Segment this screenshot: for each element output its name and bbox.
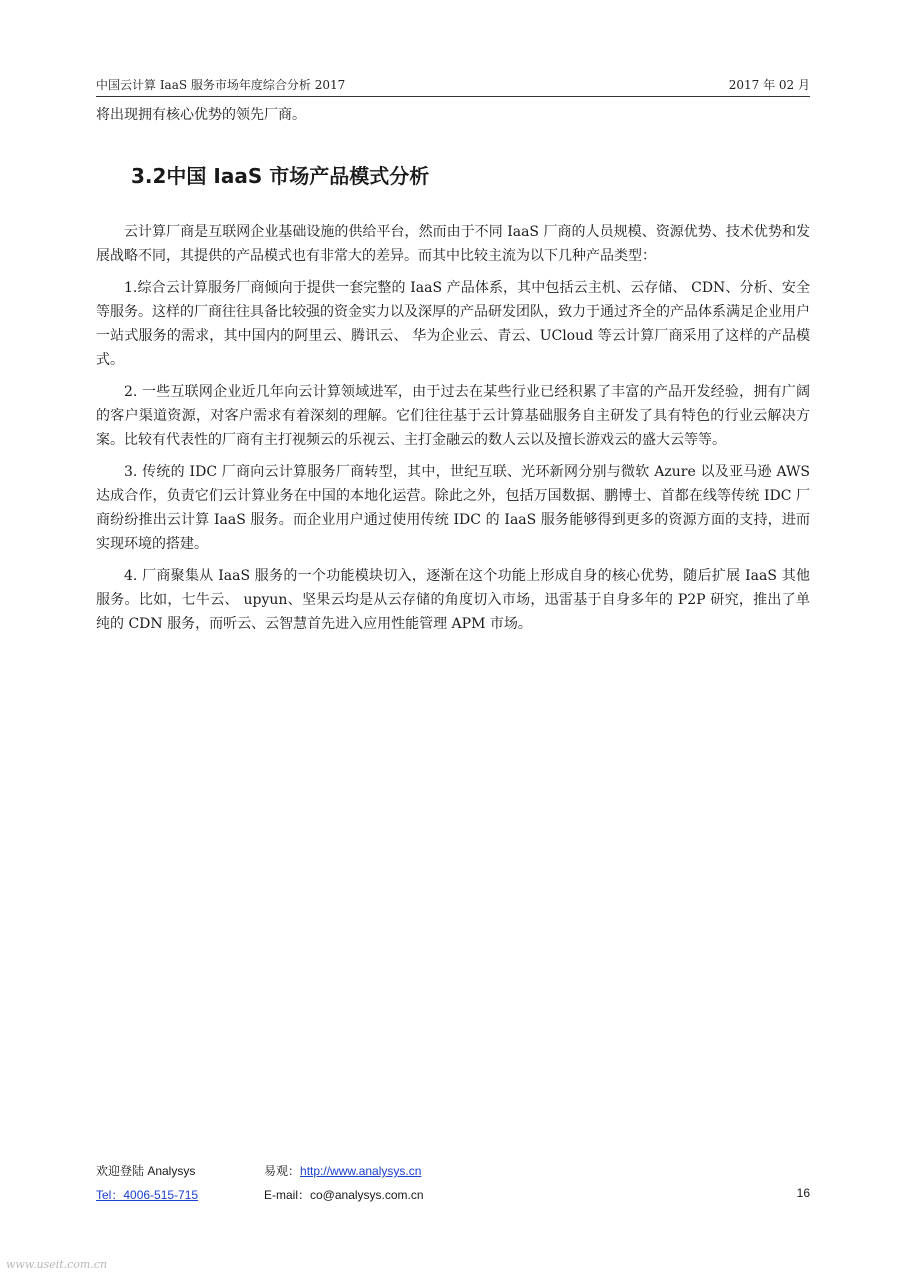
watermark: www.useit.com.cn — [6, 1258, 108, 1271]
paragraph-2: 2. 一些互联网企业近几年向云计算领域进军，由于过去在某些行业已经积累了丰富的产品开发经验，拥有广阔的客户渠道资源，对客户需求有着深刻的理解。它们往往基于云计算基础服务自主研发了具有特色的行业云解决方案。比较有代表性的厂商有主打视频云的乐视云、主打金融云的数人云以及擅长游戏云的盛大云等等。 — [96, 384, 810, 448]
footer-tel-link[interactable]: Tel：4006-515-715 — [96, 1188, 199, 1202]
paragraph-intro: 云计算厂商是互联网企业基础设施的供给平台，然而由于不同 IaaS 厂商的人员规模、资源优势、技术优势和发展战略不同，其提供的产品模式也有非常大的差异。而其中比较主流为以下几种产品类型： — [96, 224, 810, 264]
header-date: 2017 年 02 月 — [728, 78, 810, 92]
paragraph-3: 3. 传统的 IDC 厂商向云计算服务厂商转型，其中，世纪互联、光环新网分别与微软 Azure 以及亚马逊 AWS 达成合作，负责它们云计算业务在中国的本地化运营。除此之外，包括万国数据、鹏博士、首都在线等传统 IDC 厂商纷纷推出云计算 IaaS 服务。而企业用户通过使用传统 IDC 的 IaaS 服务能够得到更多的资源方面的支持，进而实现环境的搭建。 — [96, 464, 810, 552]
section-title: 3.2中国 IaaS 市场产品模式分析 — [131, 164, 430, 188]
page-number: 16 — [796, 1186, 810, 1200]
footer-site — [264, 1162, 421, 1179]
footer-welcome: 欢迎登陆 Analysys — [96, 1164, 196, 1178]
footer-site-link[interactable]: http://www.analysys.cn — [300, 1164, 422, 1178]
footer-email: E-mail：co@analysys.com.cn — [264, 1188, 424, 1202]
paragraph-4: 4. 厂商聚集从 IaaS 服务的一个功能模块切入，逐渐在这个功能上形成自身的核心优势，随后扩展 IaaS 其他服务。比如，七牛云、 upyun、坚果云均是从云存储的角度切入市场，迅雷基于自身多年的 P2P 研究，推出了单纯的 CDN 服务，而听云、云智慧首先进入应用性能管理 APM 市场。 — [96, 568, 810, 632]
footer-site-label: 易观： — [264, 1164, 301, 1178]
page-header — [96, 76, 810, 97]
section-body — [96, 220, 810, 644]
header-title: 中国云计算 IaaS 服务市场年度综合分析 2017 — [96, 78, 346, 92]
page-footer — [96, 1160, 810, 1204]
paragraph-1: 1.综合云计算服务厂商倾向于提供一套完整的 IaaS 产品体系，其中包括云主机、云存储、 CDN、分析、安全等服务。这样的厂商往往具备比较强的资金实力以及深厚的产品研发团队，致力于通过齐全的产品体系满足企业用户一站式服务的需求，其中国内的阿里云、腾讯云、 华为企业云、青云、UCloud 等云计算厂商采用了这样的产品模式。 — [96, 280, 810, 368]
intro-line: 将出现拥有核心优势的领先厂商。 — [96, 107, 306, 123]
